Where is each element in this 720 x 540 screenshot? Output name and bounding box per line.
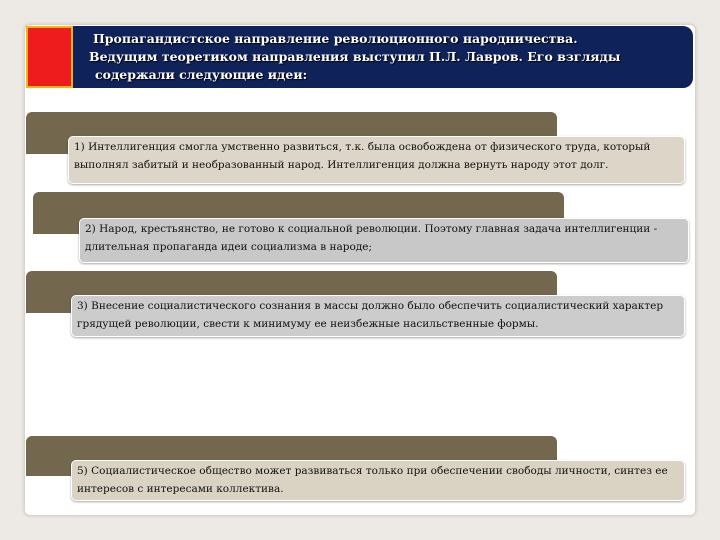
idea-5-text: 5) Социалистическое общество может развиваться только при обеспечении свободы личности, синтез ее интересов с интересами коллектива. xyxy=(77,465,668,495)
idea-3-box xyxy=(71,295,685,337)
title-line-1: Пропагандистское направление революционного народничества. xyxy=(93,31,578,46)
idea-2-text: 2) Народ, крестьянство, не готово к социальной революции. Поэтому главная задача интеллигенции - длительная пропаганда идеи социализма в народе; xyxy=(85,223,658,253)
idea-3-text: 3) Внесение социалистического сознания в массы должно было обеспечить социалистический характер грядущей революции, свести к минимуму ее неизбежные насильственные формы. xyxy=(77,300,664,330)
idea-2-box xyxy=(79,218,689,263)
red-accent-square xyxy=(26,26,73,88)
title-line-3: содержали следующие идеи: xyxy=(95,67,308,82)
idea-1-text: 1) Интеллигенция смогла умственно развиться, т.к. была освобождена от физического труда, который выполнял забитый и необразованный народ. Интеллигенция должна вернуть народу этот долг. xyxy=(74,141,651,171)
idea-1-box xyxy=(68,136,685,184)
title-banner xyxy=(73,26,693,88)
idea-5-box xyxy=(71,460,685,501)
title-line-2: Ведущим теоретиком направления выступил П.Л. Лавров. Его взгляды xyxy=(89,49,621,64)
